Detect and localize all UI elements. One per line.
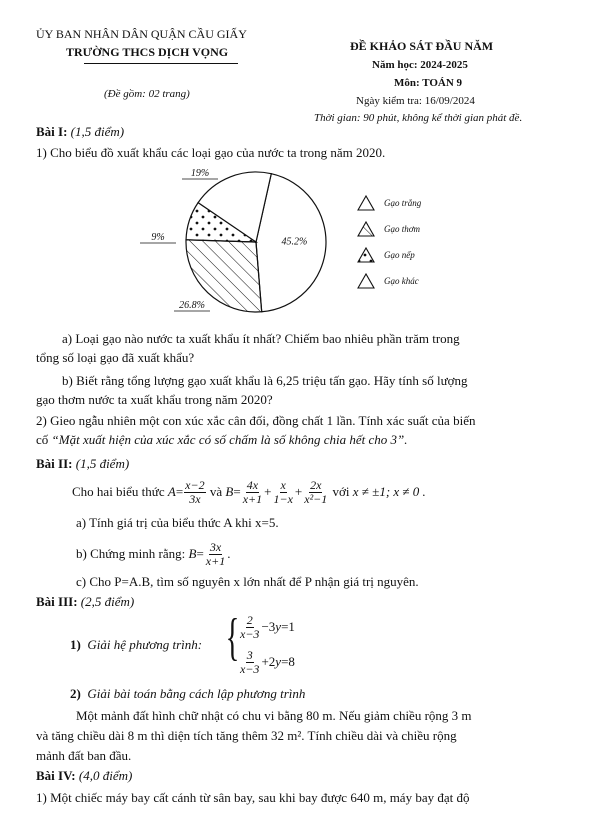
school-name: TRƯỜNG THCS DỊCH VỌNG <box>66 45 229 59</box>
exam-duration: Thời gian: 90 phút, không kể thời gian phát đề. <box>314 112 523 124</box>
question-4-1: 1) Một chiếc máy bay cất cánh từ sân bay, sau khi bay được 640 m, máy bay đạt độ <box>36 790 470 805</box>
problem-line-2: và tăng chiều dài 8 m thì diện tích tăng thêm 32 m². Tính chiều dài và chiều rộng <box>36 728 457 743</box>
school-underline <box>84 63 238 64</box>
system-brace: { <box>225 609 240 666</box>
pie-legend <box>356 190 466 290</box>
section-heading-3: Bài III: (2,5 điểm) <box>36 594 135 609</box>
problem-line-1: Một mảnh đất hình chữ nhật có chu vi bằng 80 m. Nếu giảm chiều rộng 3 m <box>76 708 472 723</box>
section-heading-1: Bài I: (1,5 điểm) <box>36 124 125 139</box>
question-1-2: 2) Gieo ngẫu nhiên một con xúc xắc cân đối, đồng chất 1 lần. Tính xác suất của biến <box>36 413 476 428</box>
section-heading-2: Bài II: (1,5 điểm) <box>36 456 130 471</box>
question-3-1: 1) Giải hệ phương trình: <box>70 637 203 652</box>
legend-item-0 <box>356 190 466 216</box>
legend-label: Gạo thơm <box>384 224 421 234</box>
question-1-2-cont: cố “Mặt xuất hiện của xúc xắc có số chấm là số không chia hết cho 3”. <box>36 432 408 447</box>
exam-date: Ngày kiểm tra: 16/09/2024 <box>356 95 475 107</box>
question-2c: c) Cho P=A.B, tìm số nguyên x lớn nhất để P nhận giá trị nguyên. <box>76 574 419 589</box>
question-1b-cont: gạo thơm nước ta xuất khẩu trong năm 2020? <box>36 392 273 407</box>
subject: Môn: TOÁN 9 <box>394 77 463 89</box>
pie-label-1: 26.8% <box>179 300 205 311</box>
exam-title: ĐỀ KHẢO SÁT ĐẦU NĂM <box>350 39 494 53</box>
question-1a: a) Loại gạo nào nước ta xuất khẩu ít nhất? Chiếm bao nhiêu phần trăm trong <box>62 331 460 346</box>
pages-note: (Đề gồm: 02 trang) <box>104 88 190 100</box>
section-heading-4: Bài IV: (4,0 điểm) <box>36 768 133 783</box>
question-1b: b) Biết rằng tổng lượng gạo xuất khẩu là 6,25 triệu tấn gạo. Hãy tính số lượng <box>62 373 468 388</box>
equation-2: $\frac{3}{x-3}$ +2 y =8 <box>240 647 295 676</box>
legend-label: Gạo khác <box>384 276 419 286</box>
legend-swatch-icon <box>356 194 376 212</box>
question-2b: b) Chứng minh rằng: B = $\frac{3x}{x+1}$ . <box>76 539 231 568</box>
pie-label-3: 19% <box>190 168 210 179</box>
equation-1: $\frac{2}{x-3}$ −3 y =1 <box>240 612 295 641</box>
pie-label-0: 45.2% <box>281 236 308 248</box>
legend-label: Gạo nếp <box>384 250 415 260</box>
school-year: Năm học: 2024-2025 <box>372 59 468 71</box>
pie-label-2: 9% <box>151 232 165 243</box>
question-1a-cont: tổng số loại gạo đã xuất khẩu? <box>36 350 195 365</box>
legend-item-2 <box>356 242 466 268</box>
legend-swatch-icon <box>356 272 376 290</box>
question-1-1: 1) Cho biểu đồ xuất khẩu các loại gạo của nước ta trong năm 2020. <box>36 145 386 160</box>
question-3-2: 2) Giải bài toán bằng cách lập phương trình <box>70 686 306 701</box>
legend-swatch-icon <box>356 246 376 264</box>
expressions-line: Cho hai biểu thức A = $\frac{x-2}{3x}$ và B = $\frac{4x}{x+1}$ + $\frac{x}{1-x}$ + $\frac{2x}{\text{x²−1}}$ với x ≠ ±1; x ≠ 0 . <box>72 477 426 506</box>
authority-name: ỦY BAN NHÂN DÂN QUẬN CẦU GIẤY <box>36 27 247 41</box>
legend-swatch-icon <box>356 220 376 238</box>
legend-label: Gạo trắng <box>384 198 422 208</box>
problem-line-3: mảnh đất ban đầu. <box>36 748 132 763</box>
legend-item-3 <box>356 268 466 294</box>
legend-item-1 <box>356 216 466 242</box>
question-2a: a) Tính giá trị của biểu thức A khi x=5. <box>76 515 279 530</box>
